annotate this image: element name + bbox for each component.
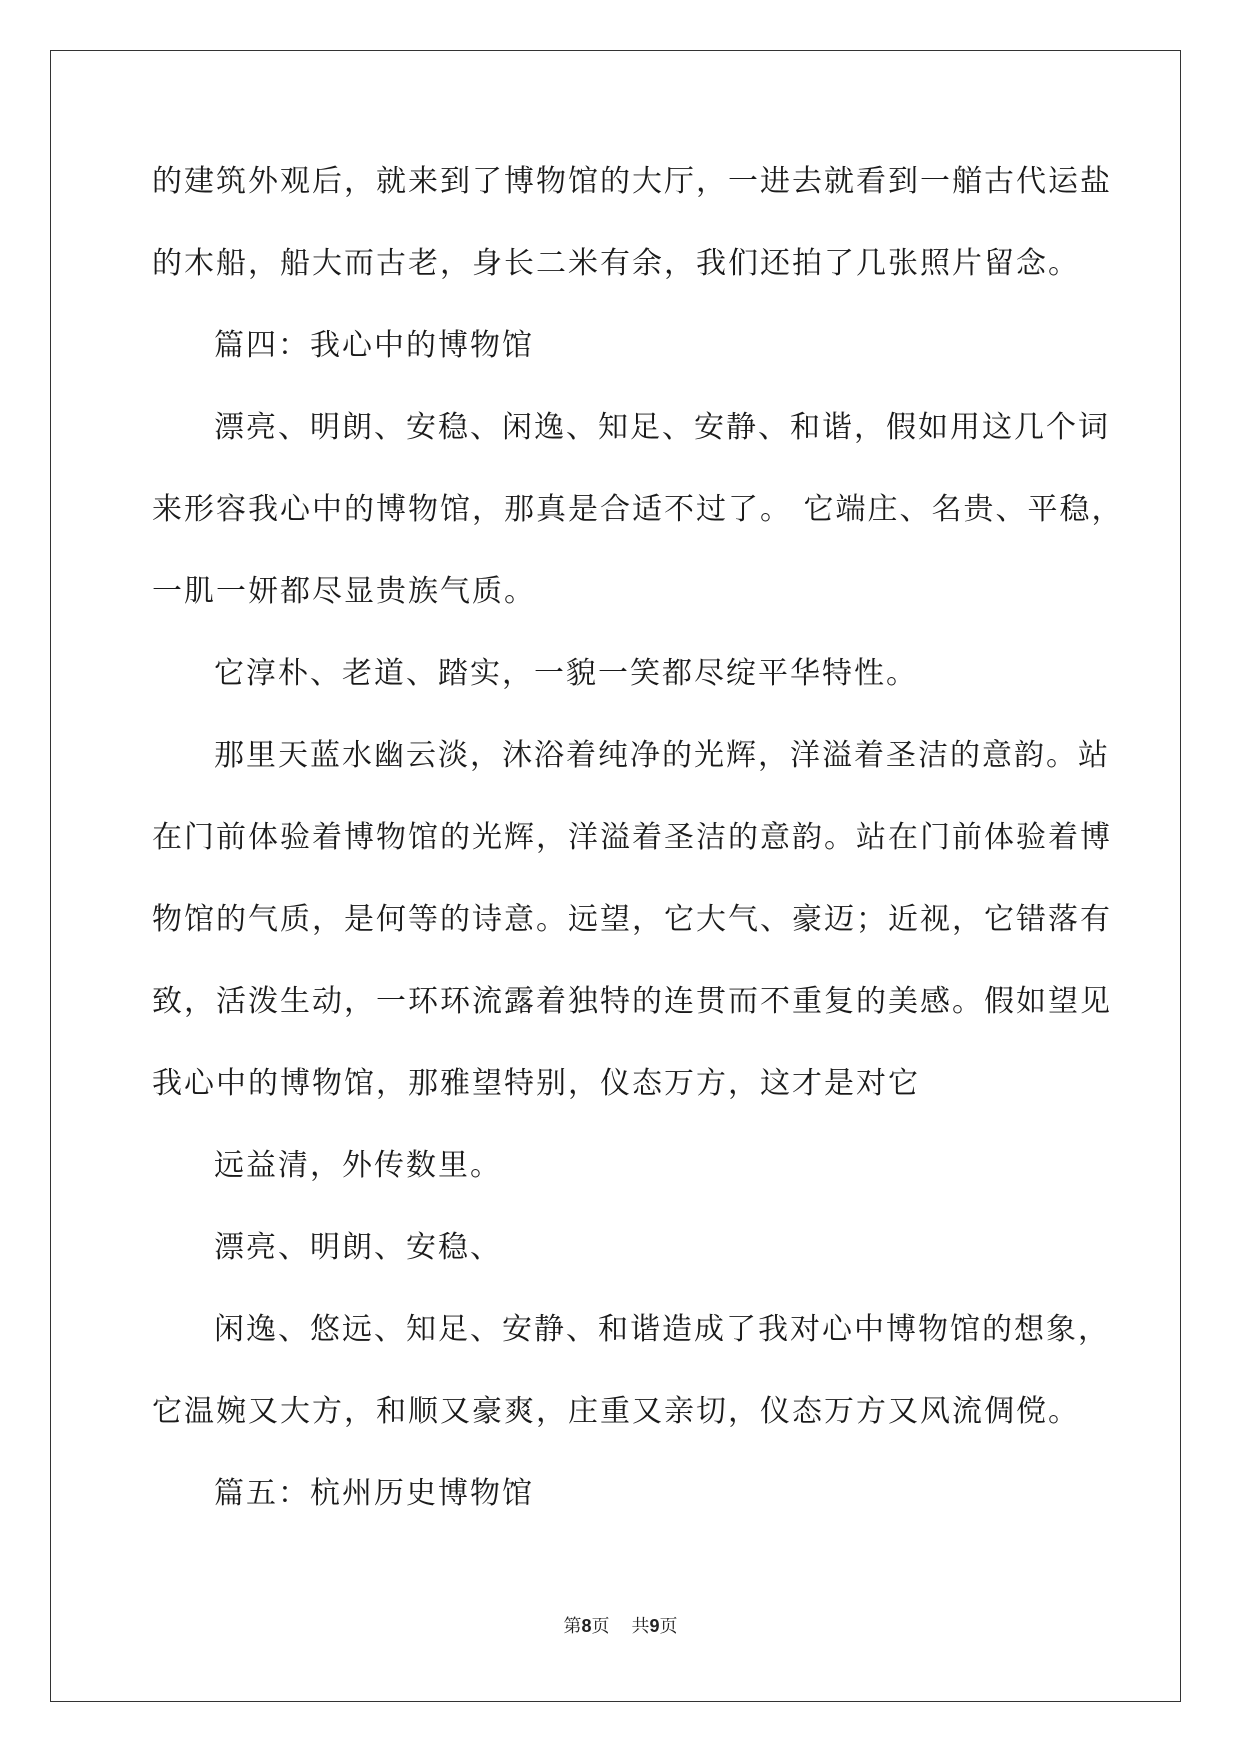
- section-heading: 篇四：我心中的博物馆: [214, 328, 534, 363]
- text-line: 的建筑外观后，就来到了博物馆的大厅，一进去就看到一艏古代运盐: [152, 164, 1112, 199]
- text-line: 物馆的气质，是何等的诗意。远望，它大气、豪迈；近视，它错落有: [152, 902, 1112, 937]
- footer-page-suffix: 页: [591, 1616, 610, 1637]
- document-body: [152, 160, 1124, 1554]
- text-line: 那里天蓝水幽云淡，沐浴着纯净的光辉，洋溢着圣洁的意韵。站: [214, 738, 1110, 773]
- text-line: 来形容我心中的博物馆，那真是合适不过了。 它端庄、名贵、平稳，: [152, 492, 1124, 527]
- text-line: 闲逸、悠远、知足、安静、和谐造成了我对心中博物馆的想象，: [214, 1312, 1110, 1347]
- text-line: 我心中的博物馆，那雅望特别，仪态万方，这才是对它: [152, 1066, 920, 1101]
- page-footer: [0, 1612, 1241, 1638]
- footer-prefix: 第: [563, 1616, 582, 1637]
- text-line: 致，活泼生动，一环环流露着独特的连贯而不重复的美感。假如望见: [152, 984, 1112, 1019]
- section-heading: 篇五：杭州历史博物馆: [214, 1476, 534, 1511]
- total-pages-number: 9: [649, 1616, 660, 1636]
- text-line: 远益清，外传数里。: [214, 1148, 502, 1183]
- footer-total-prefix: 共: [631, 1616, 650, 1637]
- text-line: 在门前体验着博物馆的光辉，洋溢着圣洁的意韵。站在门前体验着博: [152, 820, 1112, 855]
- text-line: 漂亮、明朗、安稳、: [214, 1230, 502, 1265]
- text-line: 一肌一妍都尽显贵族气质。: [152, 574, 536, 609]
- text-line: 漂亮、明朗、安稳、闲逸、知足、安静、和谐，假如用这几个词: [214, 410, 1110, 445]
- current-page-number: 8: [581, 1616, 592, 1636]
- footer-total-suffix: 页: [659, 1616, 678, 1637]
- text-line: 的木船，船大而古老，身长二米有余，我们还拍了几张照片留念。: [152, 246, 1080, 281]
- text-line: 它温婉又大方，和顺又豪爽，庄重又亲切，仪态万方又风流倜傥。: [152, 1394, 1080, 1429]
- text-line: 它淳朴、老道、踏实，一貌一笑都尽绽平华特性。: [214, 656, 918, 691]
